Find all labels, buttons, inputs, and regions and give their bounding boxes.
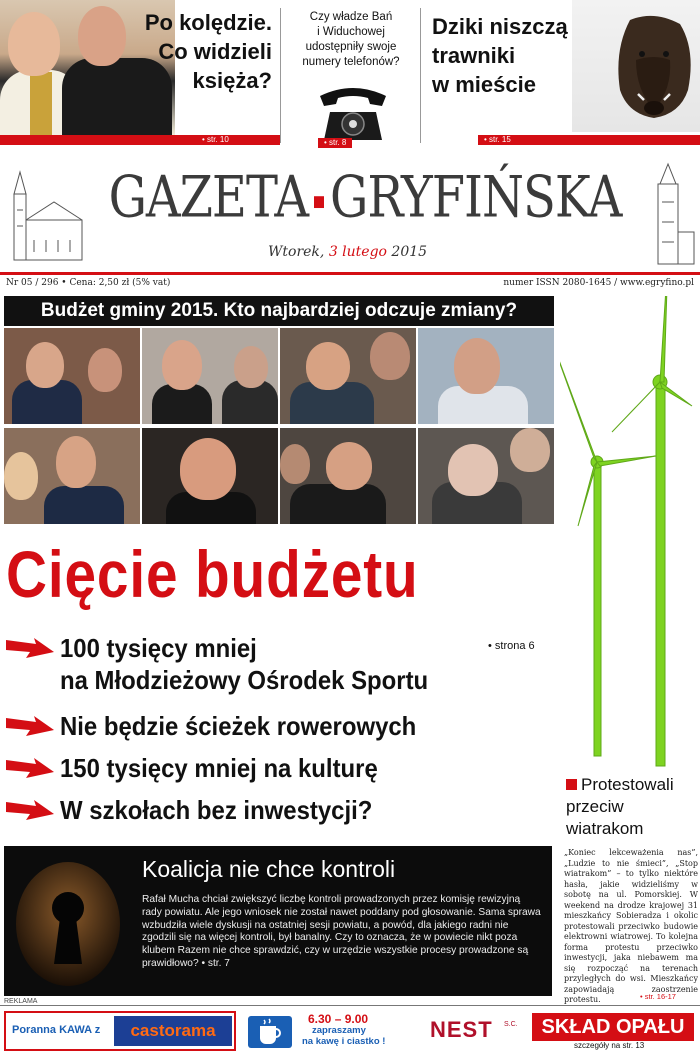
teaser-dziki-title: Dziki niszczą trawniki w mieście	[432, 14, 568, 97]
photo-councillor	[418, 328, 554, 424]
teaser-koleda-title: Po kolędzie. Co widzieli księża?	[144, 10, 272, 93]
windmill-page-ref[interactable]: • str. 16-17	[640, 992, 676, 1001]
newspaper-logo[interactable]: GAZETA GRYFIŃSKA	[108, 164, 622, 231]
photo-councillor	[418, 428, 554, 524]
budget-page-ref[interactable]: • strona 6	[488, 640, 535, 652]
teaser-dziki[interactable]	[422, 0, 700, 150]
church-left-icon	[4, 170, 86, 266]
koalicja-article[interactable]	[4, 846, 552, 996]
castorama-ad[interactable]: Poranna KAWA z castorama	[4, 1011, 236, 1051]
issue-info-bar	[0, 272, 700, 292]
teaser-koleda-pageref: • str. 10	[196, 135, 235, 145]
councillors-photo-grid	[4, 328, 554, 524]
masthead	[0, 152, 700, 270]
photo-councillor	[142, 328, 278, 424]
photo-councillor	[280, 328, 416, 424]
nest-ad[interactable]: NEST S.C. SKŁAD OPAŁU szczegóły na str. 13	[424, 1011, 696, 1051]
castorama-logo: castorama	[114, 1016, 232, 1046]
ad-label: REKLAMA	[4, 998, 38, 1005]
nest-logo: NEST	[430, 1017, 493, 1042]
issue-date: Wtorek, 3 lutego 2015	[268, 244, 428, 260]
koalicja-body: Rafał Mucha chciał zwiększyć liczbę kontroli prowadzonych przez komisję rewizyjną rady powiatu. Ale jego wniosek nie został nawet poddany pod głosowanie. Sama sprawa wzbudziła wiele dyskusji na ostatniej sesji powiatu, a powód, dla jakiego radni nie zgodzili się na więcej kontroli, był banalny. Czy to oznacza, że w powiecie nikt poza klubem Razem nie chce sprawdzić, czy w urzędzie wszystkie procesy prowadzone są prawidłowo? • str. 7	[142, 894, 541, 969]
issue-number: Nr 05 / 296 • Cena: 2,50 zł (5% vat)	[6, 278, 171, 288]
red-arrow-icon	[6, 800, 54, 822]
teaser-dziki-pageref: • str. 15	[478, 135, 517, 145]
photo-councillor	[142, 428, 278, 524]
coffee-cup-icon	[248, 1016, 292, 1048]
red-arrow-icon	[6, 758, 54, 780]
red-arrow-icon	[6, 716, 54, 738]
photo-councillor	[4, 428, 140, 524]
coffee-ad[interactable]: 6.30 – 9.00 zapraszamy na kawę i ciastko !	[238, 1011, 414, 1051]
teaser-telefony[interactable]	[282, 0, 420, 150]
church-right-icon	[640, 162, 696, 268]
main-headline[interactable]: Cięcie budżetu	[6, 537, 419, 611]
koalicja-title: Koalicja nie chce kontroli	[142, 856, 396, 882]
boar-photo	[610, 10, 696, 120]
logo-separator-dot	[314, 196, 324, 208]
telephone-icon	[316, 82, 390, 146]
issn-website[interactable]: numer ISSN 2080-1645 / www.egryfino.pl	[503, 278, 694, 288]
budget-section-header[interactable]: Budżet gminy 2015. Kto najbardziej odczuje zmiany?	[4, 296, 554, 326]
windmill-article-body: „Koniec lekceważenia nas”, „Ludzie to nie śmieci”, „Stop wiatrakom” – to tylko niektóre hasła, jakie widzieliśmy w sobotę na ul. Pomorskiej. W weekend na drodze krajowej 31 mieszkańcy Sobieradza i okolic protestowali przeciwko budowie elektrowni wiatrowej. To kolejna forma protestu przeciwko inwestycji, jaka niebawem ma się rozpocząć na terenach przyległych do wsi. Mieszkańcy zapowiadają zaostrzenie protestu.	[564, 848, 698, 1004]
windmill-photo	[560, 296, 700, 770]
red-arrow-icon	[6, 638, 54, 660]
teaser-koleda[interactable]	[0, 0, 280, 150]
sklad-opalu-banner: SKŁAD OPAŁU	[532, 1013, 694, 1041]
photo-councillor	[280, 428, 416, 524]
keyhole-icon	[14, 860, 122, 988]
teaser-telefony-title: Czy władze Bań i Widuchowej udostępniły swoje numery telefonów?	[302, 11, 400, 68]
teaser-telefony-pageref: • str. 8	[318, 138, 352, 148]
photo-councillor	[4, 328, 140, 424]
top-teasers	[0, 0, 700, 150]
windmill-article-title[interactable]: Protestowali przeciw wiatrakom	[566, 775, 674, 838]
red-square-icon	[566, 779, 577, 790]
